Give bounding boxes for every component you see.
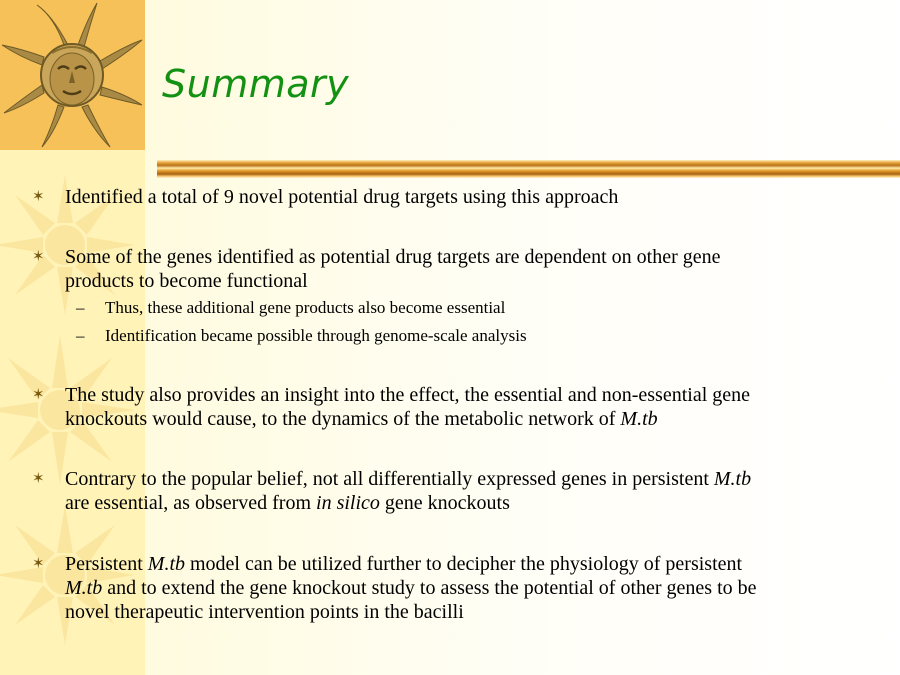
emphasis-text: in silico — [316, 492, 380, 514]
dash-bullet-icon: – — [76, 326, 85, 345]
organism-name: M.tb — [65, 577, 103, 599]
dash-bullet-icon: – — [76, 298, 85, 317]
bullet-text — [65, 552, 865, 576]
organism-name: M.tb — [147, 553, 185, 575]
bullet-text — [65, 467, 865, 491]
bullet-text: The study also provides an insight into the effect, the essential and non-essential gene — [65, 384, 751, 406]
star-bullet-icon: ✶ — [32, 249, 45, 265]
bullet-text — [65, 576, 865, 600]
bullet-text — [65, 491, 865, 515]
sub-bullet-item: Identification became possible through genome-scale analysis — [105, 326, 527, 345]
slide-title: Summary — [162, 62, 350, 106]
bullet-text: novel therapeutic intervention points in the bacilli — [65, 601, 464, 623]
text-run: gene knockouts — [379, 492, 510, 514]
bullet-text: products to become functional — [65, 270, 308, 292]
bullet-item — [65, 245, 865, 293]
star-bullet-icon: ✶ — [32, 556, 45, 572]
text-run: model can be utilized further to decipher the physiology of persistent — [185, 553, 743, 575]
bullet-item — [65, 185, 865, 209]
text-run: knockouts would cause, to the dynamics of the metabolic network of — [65, 408, 621, 430]
bullet-item — [65, 467, 865, 515]
star-bullet-icon: ✶ — [32, 471, 45, 487]
star-bullet-icon: ✶ — [32, 387, 45, 403]
bullet-item — [65, 383, 865, 431]
bullet-item — [65, 552, 865, 624]
star-bullet-icon: ✶ — [32, 189, 45, 205]
text-run: and to extend the gene knockout study to assess the potential of other genes to be — [102, 577, 757, 599]
bullet-text: Identified a total of 9 novel potential drug targets using this approach — [65, 186, 619, 208]
text-run: are essential, as observed from — [65, 492, 317, 514]
sub-bullet-item: Thus, these additional gene products also become essential — [105, 298, 506, 317]
organism-name: M.tb — [713, 468, 752, 490]
bullet-text — [65, 407, 865, 431]
organism-name: M.tb — [620, 408, 658, 430]
text-run: Persistent — [65, 553, 148, 575]
bullet-text: Some of the genes identified as potential drug targets are dependent on other gene — [65, 246, 721, 268]
text-run: Contrary to the popular belief, not all differentially expressed genes in persistent — [65, 468, 714, 490]
